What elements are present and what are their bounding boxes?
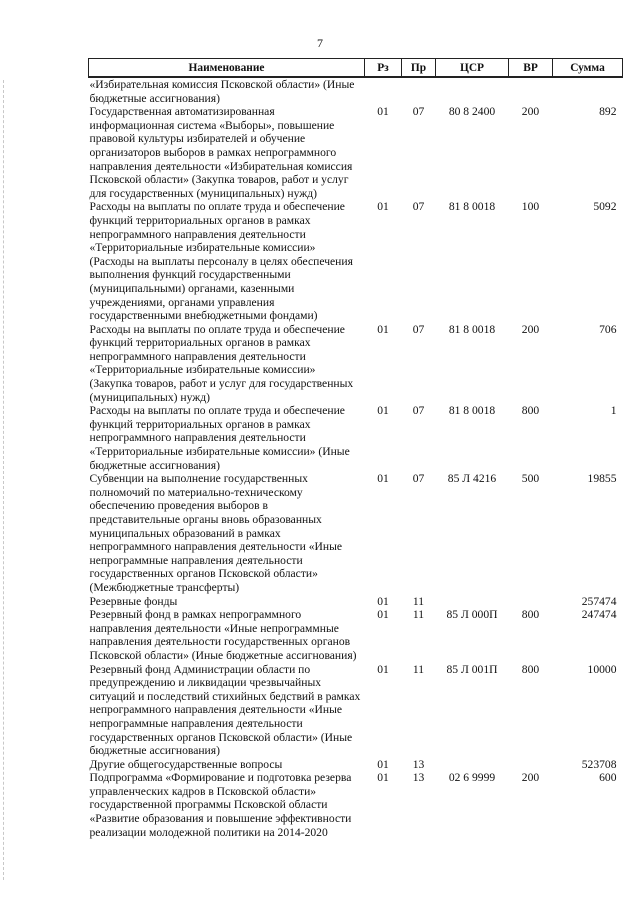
- table-header-row: [89, 59, 623, 78]
- cell-name: Государственная автоматизированная информационная система «Выборы», повышение правовой культуры избирателей и обучение организаторов выборов в рамках непрограммного направления деятельности «Избирательная комиссия Псковской области» (Закупка товаров, работ и услуг для государственных (муниципальных) нужд): [89, 105, 353, 200]
- cell-sum: 19855: [587, 472, 617, 486]
- cell-sum: 892: [599, 105, 617, 119]
- table-row: [89, 595, 623, 609]
- table-row: [89, 105, 623, 200]
- cell-pr: 11: [412, 594, 425, 608]
- cell-vr: 200: [521, 105, 540, 119]
- cell-sum: 706: [599, 322, 617, 336]
- cell-pr: 07: [412, 322, 425, 336]
- cell-csr: 81 8 0018: [448, 322, 496, 336]
- cell-rz: 01: [377, 404, 389, 418]
- cell-csr: 80 8 2400: [448, 105, 496, 119]
- cell-csr: 02 6 9999: [448, 771, 496, 785]
- cell-rz: [365, 77, 402, 105]
- cell-vr: [509, 758, 553, 772]
- table-row: [89, 200, 623, 322]
- header-sum: Сумма: [553, 59, 623, 78]
- cell-rz: 01: [377, 200, 389, 214]
- cell-rz: 01: [377, 662, 389, 676]
- table-row: [89, 608, 623, 662]
- cell-csr: [436, 77, 509, 105]
- cell-vr: 100: [521, 200, 540, 214]
- cell-name: Резервные фонды: [89, 594, 178, 608]
- cell-name: Расходы на выплаты по оплате труда и обеспечение функций территориальных органов в рамках непрограммного направления деятельности «Территориальные избирательные комиссии» (Закупка товаров, работ и услуг для государственных (муниципальных) нужд): [89, 322, 354, 404]
- cell-vr: 800: [521, 404, 540, 418]
- cell-csr: [436, 595, 509, 609]
- table-row: [89, 771, 623, 839]
- cell-name: «Избирательная комиссия Псковской области» (Иные бюджетные ассигнования): [89, 78, 355, 105]
- cell-sum: 10000: [587, 662, 617, 676]
- page-number: 7: [317, 36, 323, 50]
- cell-pr: 07: [412, 472, 425, 486]
- table-row: [89, 663, 623, 758]
- header-rz: Рз: [365, 59, 402, 78]
- cell-csr: 81 8 0018: [448, 404, 496, 418]
- cell-sum: 247474: [581, 608, 617, 622]
- table-row: [89, 323, 623, 405]
- cell-vr: [509, 77, 553, 105]
- cell-rz: 01: [377, 472, 389, 486]
- table-row: [89, 77, 623, 105]
- cell-csr: 85 Л 001П: [446, 662, 498, 676]
- header-vr: ВР: [509, 59, 553, 78]
- cell-vr: [509, 595, 553, 609]
- cell-csr: 85 Л 4216: [447, 472, 497, 486]
- cell-csr: [436, 758, 509, 772]
- cell-vr: 200: [521, 771, 540, 785]
- cell-sum: 1: [610, 404, 617, 418]
- table-row: [89, 404, 623, 472]
- cell-name: Другие общегосударственные вопросы: [89, 757, 283, 771]
- budget-table: [88, 58, 623, 839]
- table-row: [89, 758, 623, 772]
- cell-name: Подпрограмма «Формирование и подготовка резерва управленческих кадров в Псковской области» государственной программы Псковской области «Развитие образования и повышение эффективности реализации молодежной политики на 2014-2020: [89, 771, 352, 839]
- cell-pr: 07: [412, 105, 425, 119]
- cell-rz: 01: [377, 757, 389, 771]
- cell-name: Резервный фонд Администрации области по предупреждению и ликвидации чрезвычайных ситуаций и последствий стихийных бедствий в рамках непрограммного направления деятельности «Иные непрограммные направления деятельности государственных органов Псковской области» (Иные бюджетные ассигнования): [89, 662, 361, 758]
- cell-pr: 07: [412, 404, 425, 418]
- cell-vr: 800: [521, 662, 540, 676]
- cell-pr: [402, 77, 436, 105]
- cell-sum: [553, 77, 623, 105]
- cell-name: Расходы на выплаты по оплате труда и обеспечение функций территориальных органов в рамках непрограммного направления деятельности «Территориальные избирательные комиссии» (Иные бюджетные ассигнования): [89, 404, 350, 472]
- cell-sum: 5092: [593, 200, 617, 214]
- cell-pr: 07: [412, 200, 425, 214]
- cell-rz: 01: [377, 771, 389, 785]
- cell-pr: 11: [412, 608, 425, 622]
- cell-pr: 13: [412, 757, 425, 771]
- cell-vr: 500: [521, 472, 540, 486]
- cell-rz: 01: [377, 105, 389, 119]
- table-row: [89, 472, 623, 594]
- cell-name: Расходы на выплаты по оплате труда и обеспечение функций территориальных органов в рамках непрограммного направления деятельности «Территориальные избирательные комиссии» (Расходы на выплаты персоналу в целях обеспечения выполнения функций государственными (муниципальными) органами, казенными учреждениями, органами управления государственными внебюджетными фондами): [89, 200, 353, 323]
- cell-name: Резервный фонд в рамках непрограммного направления деятельности «Иные непрограммные направления деятельности государственных органов Псковской области» (Иные бюджетные ассигнования): [89, 608, 357, 662]
- cell-pr: 13: [412, 771, 425, 785]
- cell-rz: 01: [377, 594, 389, 608]
- cell-vr: 200: [521, 322, 540, 336]
- cell-sum: 257474: [581, 594, 617, 608]
- cell-pr: 11: [412, 662, 425, 676]
- header-pr: Пр: [402, 59, 436, 78]
- cell-name: Субвенции на выполнение государственных полномочий по материально-техническому обеспечению проведения выборов в представительные органы вновь образованных муниципальных образований в рамках непрограммного направления деятельности «Иные непрограммные направления деятельности государственных органов Псковской области» (Межбюджетные трансферты): [89, 472, 342, 594]
- header-csr: ЦСР: [436, 59, 509, 78]
- cell-csr: 81 8 0018: [448, 200, 496, 214]
- cell-rz: 01: [377, 608, 389, 622]
- cell-sum: 523708: [581, 757, 617, 771]
- cell-sum: 600: [599, 771, 617, 785]
- scan-edge: [3, 80, 5, 880]
- cell-vr: 800: [521, 608, 540, 622]
- header-name: Наименование: [89, 59, 365, 78]
- cell-rz: 01: [377, 322, 389, 336]
- cell-csr: 85 Л 000П: [446, 608, 498, 622]
